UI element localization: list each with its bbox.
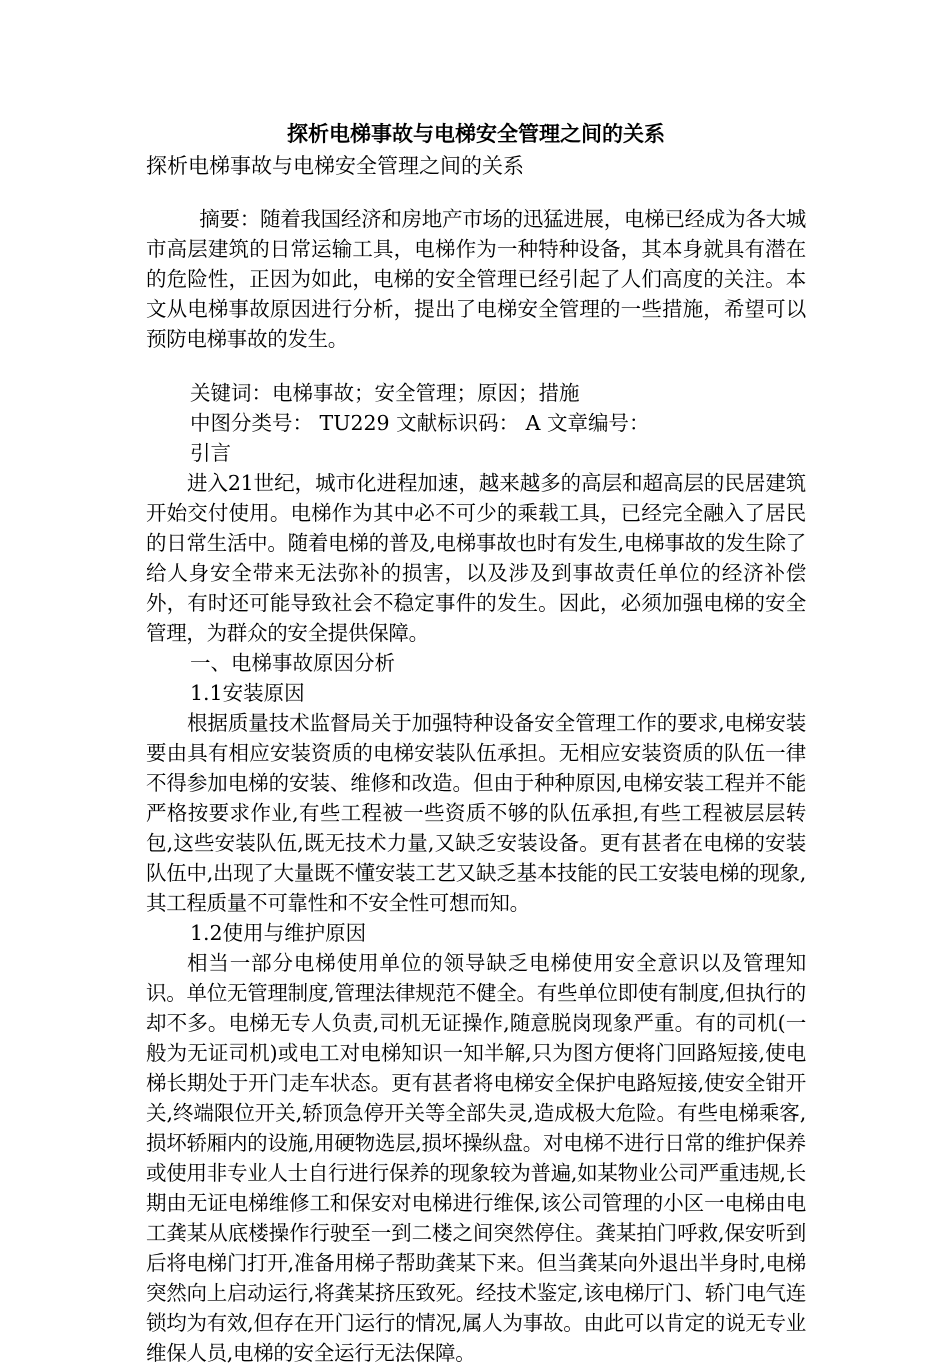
section-1-2-heading: 1.2使用与维护原因	[190, 921, 367, 945]
classification-line: 中图分类号： TU229 文献标识码： A 文章编号：	[190, 411, 650, 435]
section-1-2-paragraph: 相当一部分电梯使用单位的领导缺乏电梯使用安全意识以及管理知识。单位无管理制度,管理法律规范不健全。有些单位即使有制度,但执行的却不多。电梯无专人负责,司机无证操作,随意脱岗现象严重。有的司机(一般为无证司机)或电工对电梯知识一知半解,只为图方便将门回路短接,使电梯长期处于开门走车状态。更有甚者将电梯安全保护电路短接,使安全钳开关,终端限位开关,轿顶急停开关等全部失灵,造成极大危险。有些电梯乘客,损坏轿厢内的设施,用硬物选层,损坏操纵盘。对电梯不进行日常的维护保养或使用非专业人士自行进行保养的现象较为普遍,如某物业公司严重违规,长期由无证电梯维修工和保安对电梯进行维保,该公司管理的小区一电梯由电工龚某从底楼操作行驶至一到二楼之间突然停住。龚某拍门呼救,保安听到后将电梯门打开,准备用梯子帮助龚某下来。但当龚某向外退出半身时,电梯突然向上启动运行,将龚某挤压致死。经技术鉴定,该电梯厅门、轿门电气连锁均为有效,但存在开门运行的情况,属人为事故。由此可以肯定的说无专业维保人员,电梯的安全运行无法保障。	[146, 951, 806, 1365]
section-1-1-heading: 1.1安装原因	[190, 681, 305, 705]
document-title: 探析电梯事故与电梯安全管理之间的关系	[287, 121, 665, 146]
abstract-paragraph: 摘要：随着我国经济和房地产市场的迅猛进展，电梯已经成为各大城市高层建筑的日常运输工具，电梯作为一种特种设备，其本身就具有潜在的危险性，正因为如此，电梯的安全管理已经引起了人们高度的关注。本文从电梯事故原因进行分析，提出了电梯安全管理的一些措施，希望可以预防电梯事故的发生。	[146, 207, 806, 351]
intro-paragraph: 进入21世纪，城市化进程加速，越来越多的高层和超高层的民居建筑开始交付使用。电梯作为其中必不可少的乘载工具，已经完全融入了居民的日常生活中。随着电梯的普及,电梯事故也时有发生,电梯事故的发生除了给人身安全带来无法弥补的损害，以及涉及到事故责任单位的经济补偿外，有时还可能导致社会不稳定事件的发生。因此，必须加强电梯的安全管理，为群众的安全提供保障。	[146, 471, 806, 645]
section-1-1-paragraph: 根据质量技术监督局关于加强特种设备安全管理工作的要求,电梯安装要由具有相应安装资质的电梯安装队伍承担。无相应安装资质的队伍一律不得参加电梯的安装、维修和改造。但由于种种原因,电梯安装工程并不能严格按要求作业,有些工程被一些资质不够的队伍承担,有些工程被层层转包,这些安装队伍,既无技术力量,又缺乏安装设备。更有甚者在电梯的安装队伍中,出现了大量既不懂安装工艺又缺乏基本技能的民工安装电梯的现象,其工程质量不可靠性和不安全性可想而知。	[146, 711, 806, 915]
intro-heading: 引言	[190, 441, 231, 465]
document-page	[146, 118, 806, 1368]
document-subtitle: 探析电梯事故与电梯安全管理之间的关系	[146, 154, 524, 178]
section-1-heading: 一、电梯事故原因分析	[190, 651, 395, 675]
keywords-line: 关键词：电梯事故；安全管理；原因；措施	[190, 381, 580, 405]
